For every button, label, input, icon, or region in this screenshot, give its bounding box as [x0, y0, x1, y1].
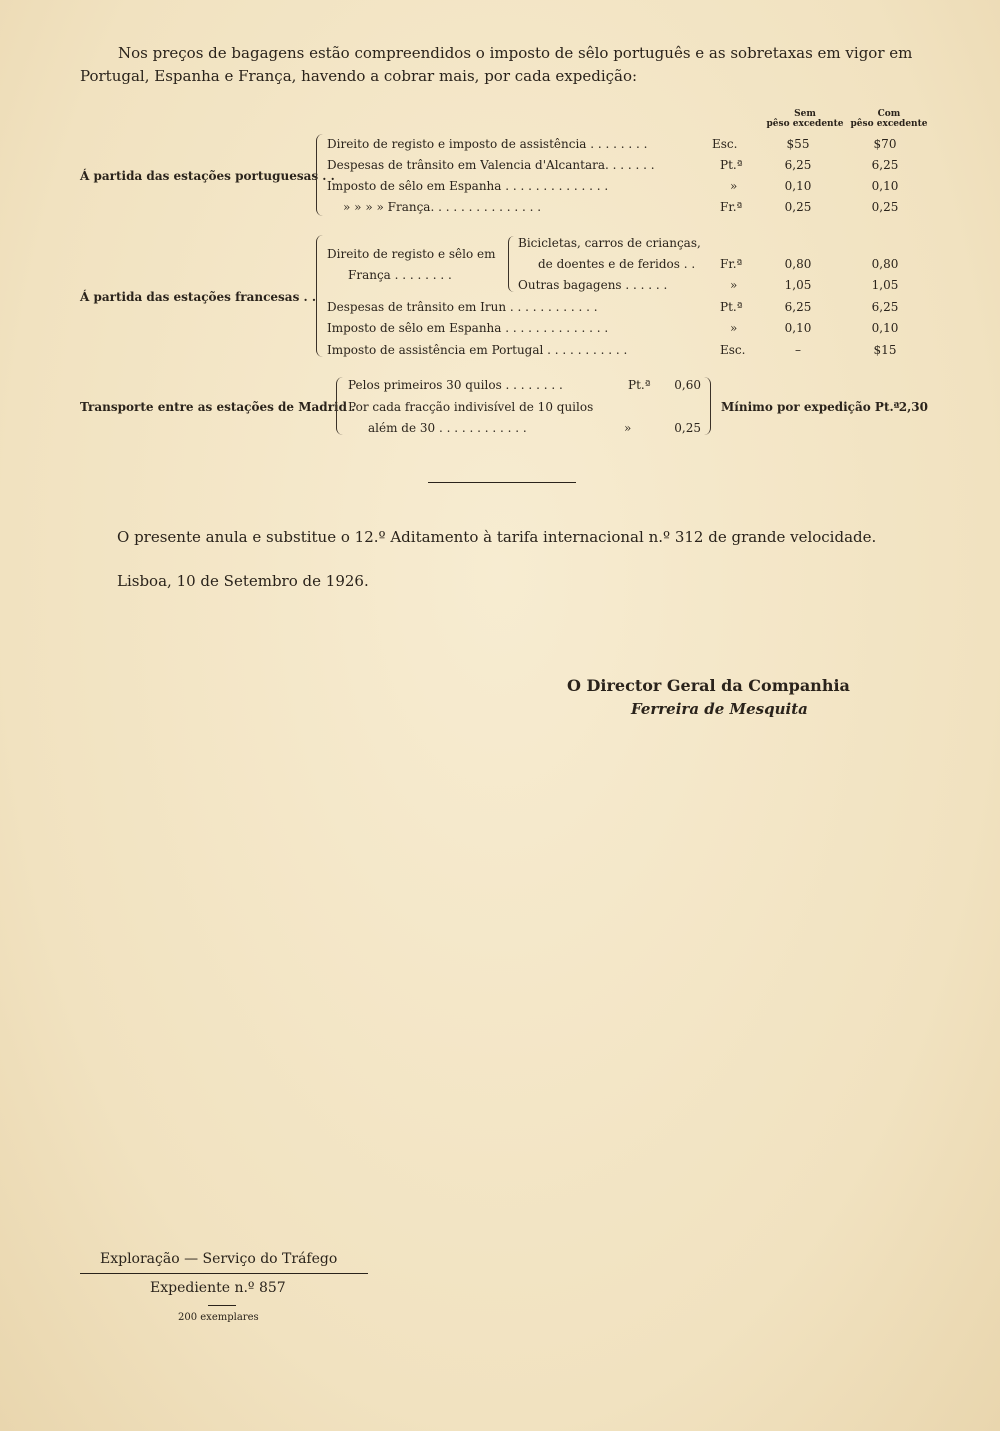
fr-row-1-sem: 0,10	[784, 321, 812, 335]
madrid-minimo-value: 2,30	[898, 400, 928, 414]
pt-row-3-com: 0,25	[871, 200, 899, 214]
madrid-brace-left	[336, 377, 343, 435]
fr-row-1-desc: Imposto de sêlo em Espanha . . . . . . . . . . . . . .	[327, 321, 609, 335]
fr-row-2-sem: –	[795, 343, 801, 357]
fr-row-1-unit: »	[730, 321, 738, 335]
french-registo-brace	[508, 236, 514, 292]
document-date: Lisboa, 10 de Setembro de 1926.	[117, 572, 369, 590]
pt-row-0-com: $70	[873, 137, 897, 151]
madrid-line-3-unit: »	[624, 421, 632, 435]
french-sub2-sem: 1,05	[784, 278, 812, 292]
pt-row-1-sem: 6,25	[784, 158, 812, 172]
pt-row-1-desc: Despesas de trânsito em Valencia d'Alcantara. . . . . . .	[327, 158, 655, 172]
annulment-text: O presente anula e substitue o 12.º Aditamento à tarifa internacional n.º 312 de grande velocidade.	[117, 528, 877, 546]
portuguese-brace	[316, 134, 323, 216]
pt-row-2-com: 0,10	[871, 179, 899, 193]
pt-row-3-desc: » » » » França. . . . . . . . . . . . . . .	[343, 200, 542, 214]
fr-row-2-unit: Esc.	[720, 343, 746, 357]
fr-row-0-unit: Pt.ª	[720, 300, 743, 314]
madrid-line-2: Por cada fracção indivisível de 10 quilos	[348, 400, 594, 414]
french-sub1-line-2: de doentes e de feridos . .	[538, 257, 696, 271]
portuguese-label: Á partida das estações portuguesas . .	[80, 169, 335, 183]
pt-row-3-sem: 0,25	[784, 200, 812, 214]
footer-expediente: Expediente n.º 857	[150, 1280, 286, 1296]
footer-copies: 200 exemplares	[178, 1312, 259, 1323]
french-sub2: Outras bagagens . . . . . .	[518, 278, 668, 292]
pt-row-2-sem: 0,10	[784, 179, 812, 193]
french-registo-line-2: França . . . . . . . .	[348, 268, 452, 282]
madrid-label: Transporte entre as estações de Madrid .	[80, 400, 356, 414]
french-label: Á partida das estações francesas . .	[80, 290, 317, 304]
intro-line-2: Portugal, Espanha e França, havendo a cobrar mais, por cada expedição:	[80, 67, 638, 85]
french-sub1-unit: Fr.ª	[720, 257, 743, 271]
french-sub2-com: 1,05	[871, 278, 899, 292]
header-com: Com pêso excedente	[850, 109, 928, 129]
madrid-line-1-unit: Pt.ª	[628, 378, 651, 392]
madrid-line-3: além de 30 . . . . . . . . . . . .	[368, 421, 527, 435]
madrid-line-1: Pelos primeiros 30 quilos . . . . . . . .	[348, 378, 563, 392]
french-brace	[316, 235, 323, 357]
fr-row-0-com: 6,25	[871, 300, 899, 314]
madrid-line-1-value: 0,60	[674, 378, 701, 392]
madrid-brace-right	[704, 377, 711, 435]
pt-row-1-com: 6,25	[871, 158, 899, 172]
fr-row-2-desc: Imposto de assistência em Portugal . . . . . . . . . . .	[327, 343, 628, 357]
pt-row-0-sem: $55	[786, 137, 810, 151]
footer-rule	[80, 1273, 368, 1274]
fr-row-0-sem: 6,25	[784, 300, 812, 314]
intro-line-1: Nos preços de bagagens estão compreendidos o imposto de sêlo português e as sobretaxas em vigor em	[118, 44, 913, 62]
french-sub1-com: 0,80	[871, 257, 899, 271]
madrid-line-3-value: 0,25	[674, 421, 701, 435]
director-signature: Ferreira de Mesquita	[631, 700, 808, 718]
french-sub2-unit: »	[730, 278, 738, 292]
footer-short-rule	[208, 1305, 236, 1306]
pt-row-1-unit: Pt.ª	[720, 158, 743, 172]
madrid-minimo-label: Mínimo por expedição Pt.ª	[721, 400, 900, 414]
fr-row-1-com: 0,10	[871, 321, 899, 335]
pt-row-0-desc: Direito de registo e imposto de assistência . . . . . . . .	[327, 137, 648, 151]
pt-row-2-unit: »	[730, 179, 738, 193]
pt-row-2-desc: Imposto de sêlo em Espanha . . . . . . . . . . . . . .	[327, 179, 609, 193]
fr-row-2-com: $15	[873, 343, 897, 357]
french-registo-line-1: Direito de registo e sêlo em	[327, 247, 496, 261]
french-sub1-line-1: Bicicletas, carros de crianças,	[518, 236, 701, 250]
header-sem: Sem pêso excedente	[766, 109, 844, 129]
fr-row-0-desc: Despesas de trânsito em Irun . . . . . . . . . . . .	[327, 300, 598, 314]
footer-department: Exploração — Serviço do Tráfego	[100, 1251, 338, 1267]
director-title: O Director Geral da Companhia	[567, 676, 850, 695]
section-divider	[428, 482, 576, 483]
pt-row-0-unit: Esc.	[712, 137, 738, 151]
pt-row-3-unit: Fr.ª	[720, 200, 743, 214]
french-sub1-sem: 0,80	[784, 257, 812, 271]
